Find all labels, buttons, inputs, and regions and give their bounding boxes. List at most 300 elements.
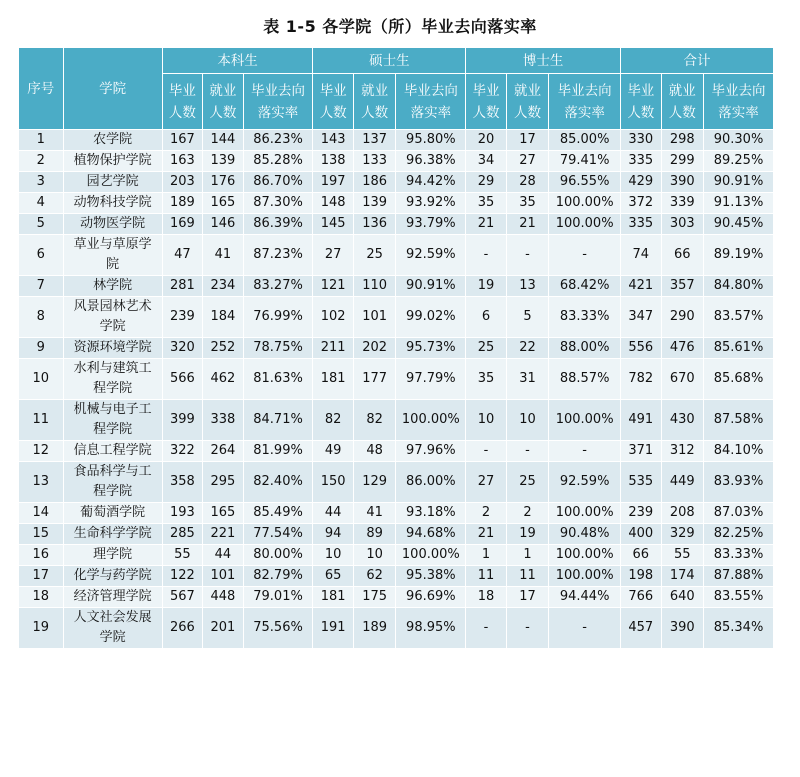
cell-doctor-rate: 90.48% bbox=[549, 524, 621, 545]
cell-master-graduates: 138 bbox=[313, 151, 353, 172]
cell-undergrad-rate: 76.99% bbox=[243, 297, 313, 338]
cell-doctor-rate: 100.00% bbox=[549, 566, 621, 587]
cell-undergrad-graduates: 163 bbox=[162, 151, 202, 172]
cell-total-rate: 84.80% bbox=[704, 276, 774, 297]
cell-undergrad-employed: 44 bbox=[203, 545, 243, 566]
cell-doctor-graduates: 18 bbox=[466, 587, 506, 608]
cell-college: 植物保护学院 bbox=[63, 151, 162, 172]
cell-total-rate: 85.34% bbox=[704, 608, 774, 649]
cell-undergrad-rate: 75.56% bbox=[243, 608, 313, 649]
cell-undergrad-rate: 86.23% bbox=[243, 130, 313, 151]
cell-total-employed: 339 bbox=[661, 193, 704, 214]
cell-undergrad-rate: 77.54% bbox=[243, 524, 313, 545]
cell-doctor-employed: - bbox=[506, 608, 549, 649]
cell-master-graduates: 102 bbox=[313, 297, 353, 338]
cell-college: 资源环境学院 bbox=[63, 338, 162, 359]
cell-master-employed: 25 bbox=[353, 235, 396, 276]
cell-total-employed: 390 bbox=[661, 608, 704, 649]
cell-undergrad-graduates: 55 bbox=[162, 545, 202, 566]
cell-total-rate: 85.68% bbox=[704, 359, 774, 400]
cell-doctor-employed: - bbox=[506, 235, 549, 276]
cell-undergrad-employed: 448 bbox=[203, 587, 243, 608]
cell-master-rate: 95.80% bbox=[396, 130, 466, 151]
cell-total-graduates: 491 bbox=[621, 400, 661, 441]
cell-doctor-rate: - bbox=[549, 608, 621, 649]
cell-college: 农学院 bbox=[63, 130, 162, 151]
cell-doctor-employed: 31 bbox=[506, 359, 549, 400]
cell-doctor-graduates: 35 bbox=[466, 193, 506, 214]
cell-doctor-graduates: 27 bbox=[466, 462, 506, 503]
cell-master-graduates: 65 bbox=[313, 566, 353, 587]
cell-undergrad-employed: 295 bbox=[203, 462, 243, 503]
cell-total-rate: 87.03% bbox=[704, 503, 774, 524]
cell-master-employed: 202 bbox=[353, 338, 396, 359]
cell-master-employed: 82 bbox=[353, 400, 396, 441]
cell-undergrad-graduates: 567 bbox=[162, 587, 202, 608]
subheader-doctor-employed: 就业 人数 bbox=[506, 74, 549, 130]
subheader-doctor-graduates: 毕业 人数 bbox=[466, 74, 506, 130]
cell-master-rate: 93.18% bbox=[396, 503, 466, 524]
cell-master-graduates: 181 bbox=[313, 587, 353, 608]
cell-undergrad-employed: 176 bbox=[203, 172, 243, 193]
cell-total-graduates: 347 bbox=[621, 297, 661, 338]
cell-total-graduates: 556 bbox=[621, 338, 661, 359]
table-row bbox=[19, 400, 774, 441]
cell-doctor-rate: - bbox=[549, 441, 621, 462]
cell-master-employed: 101 bbox=[353, 297, 396, 338]
cell-total-graduates: 335 bbox=[621, 214, 661, 235]
table-row bbox=[19, 462, 774, 503]
cell-total-employed: 303 bbox=[661, 214, 704, 235]
cell-doctor-graduates: 34 bbox=[466, 151, 506, 172]
cell-total-graduates: 239 bbox=[621, 503, 661, 524]
cell-doctor-employed: 21 bbox=[506, 214, 549, 235]
cell-doctor-rate: 68.42% bbox=[549, 276, 621, 297]
cell-total-employed: 66 bbox=[661, 235, 704, 276]
cell-master-employed: 136 bbox=[353, 214, 396, 235]
cell-college: 理学院 bbox=[63, 545, 162, 566]
cell-doctor-employed: 17 bbox=[506, 587, 549, 608]
cell-undergrad-rate: 87.30% bbox=[243, 193, 313, 214]
cell-seq: 6 bbox=[19, 235, 64, 276]
cell-undergrad-graduates: 320 bbox=[162, 338, 202, 359]
table-row bbox=[19, 235, 774, 276]
cell-undergrad-employed: 165 bbox=[203, 193, 243, 214]
cell-total-rate: 82.25% bbox=[704, 524, 774, 545]
cell-college: 机械与电子工程学院 bbox=[63, 400, 162, 441]
cell-doctor-rate: 100.00% bbox=[549, 545, 621, 566]
cell-doctor-rate: 85.00% bbox=[549, 130, 621, 151]
cell-seq: 3 bbox=[19, 172, 64, 193]
cell-master-rate: 96.38% bbox=[396, 151, 466, 172]
cell-college: 经济管理学院 bbox=[63, 587, 162, 608]
cell-master-rate: 96.69% bbox=[396, 587, 466, 608]
cell-undergrad-employed: 264 bbox=[203, 441, 243, 462]
table-row bbox=[19, 297, 774, 338]
cell-undergrad-rate: 79.01% bbox=[243, 587, 313, 608]
cell-undergrad-employed: 184 bbox=[203, 297, 243, 338]
cell-master-employed: 189 bbox=[353, 608, 396, 649]
cell-seq: 15 bbox=[19, 524, 64, 545]
cell-college: 动物医学院 bbox=[63, 214, 162, 235]
cell-undergrad-employed: 144 bbox=[203, 130, 243, 151]
cell-undergrad-employed: 201 bbox=[203, 608, 243, 649]
subheader-total-rate: 毕业去向 落实率 bbox=[704, 74, 774, 130]
cell-master-employed: 10 bbox=[353, 545, 396, 566]
cell-undergrad-employed: 165 bbox=[203, 503, 243, 524]
cell-seq: 17 bbox=[19, 566, 64, 587]
cell-doctor-employed: 35 bbox=[506, 193, 549, 214]
cell-total-rate: 87.58% bbox=[704, 400, 774, 441]
cell-master-employed: 177 bbox=[353, 359, 396, 400]
cell-seq: 19 bbox=[19, 608, 64, 649]
cell-doctor-employed: 5 bbox=[506, 297, 549, 338]
cell-total-rate: 90.30% bbox=[704, 130, 774, 151]
cell-doctor-rate: 100.00% bbox=[549, 400, 621, 441]
subheader-total-graduates: 毕业 人数 bbox=[621, 74, 661, 130]
cell-undergrad-employed: 139 bbox=[203, 151, 243, 172]
cell-total-rate: 90.45% bbox=[704, 214, 774, 235]
cell-total-employed: 476 bbox=[661, 338, 704, 359]
cell-total-employed: 208 bbox=[661, 503, 704, 524]
cell-undergrad-rate: 81.63% bbox=[243, 359, 313, 400]
cell-master-rate: 95.38% bbox=[396, 566, 466, 587]
cell-undergrad-employed: 101 bbox=[203, 566, 243, 587]
cell-total-graduates: 335 bbox=[621, 151, 661, 172]
cell-undergrad-rate: 86.70% bbox=[243, 172, 313, 193]
cell-master-employed: 48 bbox=[353, 441, 396, 462]
cell-college: 风景园林艺术学院 bbox=[63, 297, 162, 338]
subheader-master-rate: 毕业去向 落实率 bbox=[396, 74, 466, 130]
cell-master-rate: 97.79% bbox=[396, 359, 466, 400]
header-group-total: 合计 bbox=[621, 48, 774, 74]
cell-undergrad-rate: 85.49% bbox=[243, 503, 313, 524]
cell-undergrad-graduates: 358 bbox=[162, 462, 202, 503]
cell-doctor-rate: 83.33% bbox=[549, 297, 621, 338]
cell-undergrad-graduates: 566 bbox=[162, 359, 202, 400]
cell-master-employed: 133 bbox=[353, 151, 396, 172]
cell-undergrad-graduates: 322 bbox=[162, 441, 202, 462]
cell-doctor-employed: 1 bbox=[506, 545, 549, 566]
cell-undergrad-rate: 80.00% bbox=[243, 545, 313, 566]
cell-master-graduates: 181 bbox=[313, 359, 353, 400]
cell-undergrad-graduates: 189 bbox=[162, 193, 202, 214]
cell-doctor-rate: 100.00% bbox=[549, 503, 621, 524]
cell-master-rate: 100.00% bbox=[396, 545, 466, 566]
cell-doctor-employed: 27 bbox=[506, 151, 549, 172]
cell-undergrad-rate: 82.40% bbox=[243, 462, 313, 503]
cell-total-graduates: 74 bbox=[621, 235, 661, 276]
cell-undergrad-graduates: 266 bbox=[162, 608, 202, 649]
cell-seq: 1 bbox=[19, 130, 64, 151]
cell-master-graduates: 150 bbox=[313, 462, 353, 503]
cell-undergrad-rate: 86.39% bbox=[243, 214, 313, 235]
cell-doctor-rate: 79.41% bbox=[549, 151, 621, 172]
cell-total-rate: 90.91% bbox=[704, 172, 774, 193]
cell-undergrad-employed: 234 bbox=[203, 276, 243, 297]
table-row bbox=[19, 130, 774, 151]
table-row bbox=[19, 214, 774, 235]
cell-total-graduates: 400 bbox=[621, 524, 661, 545]
cell-doctor-rate: - bbox=[549, 235, 621, 276]
table-row bbox=[19, 193, 774, 214]
cell-doctor-rate: 88.00% bbox=[549, 338, 621, 359]
table-container bbox=[18, 47, 774, 649]
cell-doctor-employed: 28 bbox=[506, 172, 549, 193]
subheader-total-employed: 就业 人数 bbox=[661, 74, 704, 130]
cell-total-graduates: 782 bbox=[621, 359, 661, 400]
subheader-master-employed: 就业 人数 bbox=[353, 74, 396, 130]
cell-seq: 2 bbox=[19, 151, 64, 172]
cell-total-employed: 449 bbox=[661, 462, 704, 503]
cell-doctor-rate: 88.57% bbox=[549, 359, 621, 400]
cell-master-graduates: 145 bbox=[313, 214, 353, 235]
cell-master-rate: 94.68% bbox=[396, 524, 466, 545]
cell-seq: 4 bbox=[19, 193, 64, 214]
cell-undergrad-employed: 252 bbox=[203, 338, 243, 359]
cell-doctor-employed: 13 bbox=[506, 276, 549, 297]
cell-total-employed: 290 bbox=[661, 297, 704, 338]
cell-undergrad-graduates: 399 bbox=[162, 400, 202, 441]
table-row bbox=[19, 151, 774, 172]
cell-doctor-graduates: 6 bbox=[466, 297, 506, 338]
table-row bbox=[19, 172, 774, 193]
cell-total-rate: 89.25% bbox=[704, 151, 774, 172]
cell-doctor-graduates: - bbox=[466, 235, 506, 276]
cell-total-employed: 640 bbox=[661, 587, 704, 608]
cell-seq: 13 bbox=[19, 462, 64, 503]
cell-doctor-employed: 11 bbox=[506, 566, 549, 587]
cell-doctor-graduates: 10 bbox=[466, 400, 506, 441]
cell-undergrad-graduates: 239 bbox=[162, 297, 202, 338]
cell-college: 水利与建筑工程学院 bbox=[63, 359, 162, 400]
cell-master-rate: 97.96% bbox=[396, 441, 466, 462]
cell-total-rate: 91.13% bbox=[704, 193, 774, 214]
cell-undergrad-graduates: 281 bbox=[162, 276, 202, 297]
table-row bbox=[19, 441, 774, 462]
cell-undergrad-rate: 82.79% bbox=[243, 566, 313, 587]
cell-doctor-graduates: 2 bbox=[466, 503, 506, 524]
table-row bbox=[19, 524, 774, 545]
cell-seq: 18 bbox=[19, 587, 64, 608]
subheader-undergrad-employed: 就业 人数 bbox=[203, 74, 243, 130]
table-title: 表 1-5 各学院（所）毕业去向落实率 bbox=[263, 17, 537, 36]
cell-undergrad-graduates: 122 bbox=[162, 566, 202, 587]
cell-college: 信息工程学院 bbox=[63, 441, 162, 462]
cell-total-graduates: 421 bbox=[621, 276, 661, 297]
cell-master-rate: 100.00% bbox=[396, 400, 466, 441]
cell-seq: 10 bbox=[19, 359, 64, 400]
cell-total-employed: 299 bbox=[661, 151, 704, 172]
cell-master-employed: 41 bbox=[353, 503, 396, 524]
cell-undergrad-employed: 462 bbox=[203, 359, 243, 400]
header-seq: 序号 bbox=[19, 48, 64, 130]
cell-college: 化学与药学院 bbox=[63, 566, 162, 587]
cell-doctor-graduates: 20 bbox=[466, 130, 506, 151]
cell-undergrad-employed: 338 bbox=[203, 400, 243, 441]
cell-doctor-employed: 25 bbox=[506, 462, 549, 503]
cell-total-employed: 670 bbox=[661, 359, 704, 400]
cell-master-graduates: 148 bbox=[313, 193, 353, 214]
cell-master-employed: 139 bbox=[353, 193, 396, 214]
table-row bbox=[19, 566, 774, 587]
cell-doctor-graduates: 19 bbox=[466, 276, 506, 297]
cell-undergrad-graduates: 193 bbox=[162, 503, 202, 524]
table-row bbox=[19, 545, 774, 566]
cell-total-employed: 298 bbox=[661, 130, 704, 151]
cell-doctor-rate: 96.55% bbox=[549, 172, 621, 193]
header-group-undergrad: 本科生 bbox=[162, 48, 313, 74]
cell-doctor-graduates: 1 bbox=[466, 545, 506, 566]
cell-master-rate: 92.59% bbox=[396, 235, 466, 276]
cell-college: 林学院 bbox=[63, 276, 162, 297]
cell-master-employed: 137 bbox=[353, 130, 396, 151]
cell-college: 生命科学学院 bbox=[63, 524, 162, 545]
table-row bbox=[19, 608, 774, 649]
cell-college: 动物科技学院 bbox=[63, 193, 162, 214]
cell-doctor-graduates: 21 bbox=[466, 214, 506, 235]
cell-total-graduates: 457 bbox=[621, 608, 661, 649]
cell-doctor-graduates: 29 bbox=[466, 172, 506, 193]
cell-master-rate: 98.95% bbox=[396, 608, 466, 649]
cell-undergrad-graduates: 167 bbox=[162, 130, 202, 151]
header-college: 学院 bbox=[63, 48, 162, 130]
cell-master-employed: 62 bbox=[353, 566, 396, 587]
cell-master-graduates: 211 bbox=[313, 338, 353, 359]
cell-doctor-employed: - bbox=[506, 441, 549, 462]
cell-doctor-graduates: - bbox=[466, 441, 506, 462]
table-row bbox=[19, 276, 774, 297]
cell-master-graduates: 197 bbox=[313, 172, 353, 193]
cell-undergrad-employed: 221 bbox=[203, 524, 243, 545]
cell-undergrad-rate: 78.75% bbox=[243, 338, 313, 359]
cell-total-employed: 312 bbox=[661, 441, 704, 462]
graduation-table bbox=[18, 47, 774, 649]
subheader-undergrad-rate: 毕业去向 落实率 bbox=[243, 74, 313, 130]
cell-total-rate: 84.10% bbox=[704, 441, 774, 462]
cell-master-employed: 89 bbox=[353, 524, 396, 545]
cell-doctor-graduates: 11 bbox=[466, 566, 506, 587]
cell-master-rate: 95.73% bbox=[396, 338, 466, 359]
cell-undergrad-rate: 87.23% bbox=[243, 235, 313, 276]
cell-undergrad-graduates: 285 bbox=[162, 524, 202, 545]
cell-seq: 5 bbox=[19, 214, 64, 235]
cell-undergrad-rate: 81.99% bbox=[243, 441, 313, 462]
cell-total-rate: 83.57% bbox=[704, 297, 774, 338]
cell-total-rate: 85.61% bbox=[704, 338, 774, 359]
subheader-doctor-rate: 毕业去向 落实率 bbox=[549, 74, 621, 130]
cell-total-rate: 83.93% bbox=[704, 462, 774, 503]
cell-college: 草业与草原学院 bbox=[63, 235, 162, 276]
cell-master-employed: 129 bbox=[353, 462, 396, 503]
cell-master-rate: 90.91% bbox=[396, 276, 466, 297]
cell-college: 园艺学院 bbox=[63, 172, 162, 193]
header-group-master: 硕士生 bbox=[313, 48, 466, 74]
cell-master-graduates: 44 bbox=[313, 503, 353, 524]
cell-undergrad-graduates: 203 bbox=[162, 172, 202, 193]
subheader-master-graduates: 毕业 人数 bbox=[313, 74, 353, 130]
cell-doctor-graduates: 21 bbox=[466, 524, 506, 545]
cell-doctor-graduates: - bbox=[466, 608, 506, 649]
cell-master-rate: 99.02% bbox=[396, 297, 466, 338]
table-row bbox=[19, 587, 774, 608]
cell-seq: 12 bbox=[19, 441, 64, 462]
cell-seq: 9 bbox=[19, 338, 64, 359]
cell-total-graduates: 198 bbox=[621, 566, 661, 587]
cell-undergrad-employed: 41 bbox=[203, 235, 243, 276]
cell-master-graduates: 121 bbox=[313, 276, 353, 297]
cell-total-graduates: 371 bbox=[621, 441, 661, 462]
cell-master-rate: 93.92% bbox=[396, 193, 466, 214]
cell-doctor-graduates: 35 bbox=[466, 359, 506, 400]
cell-undergrad-rate: 84.71% bbox=[243, 400, 313, 441]
cell-total-employed: 390 bbox=[661, 172, 704, 193]
cell-master-employed: 186 bbox=[353, 172, 396, 193]
cell-master-rate: 93.79% bbox=[396, 214, 466, 235]
cell-doctor-employed: 17 bbox=[506, 130, 549, 151]
cell-undergrad-rate: 85.28% bbox=[243, 151, 313, 172]
cell-master-graduates: 82 bbox=[313, 400, 353, 441]
cell-master-employed: 175 bbox=[353, 587, 396, 608]
cell-master-rate: 86.00% bbox=[396, 462, 466, 503]
cell-total-employed: 174 bbox=[661, 566, 704, 587]
cell-master-graduates: 10 bbox=[313, 545, 353, 566]
cell-undergrad-rate: 83.27% bbox=[243, 276, 313, 297]
cell-master-graduates: 49 bbox=[313, 441, 353, 462]
cell-total-graduates: 330 bbox=[621, 130, 661, 151]
cell-total-employed: 329 bbox=[661, 524, 704, 545]
cell-doctor-rate: 94.44% bbox=[549, 587, 621, 608]
cell-undergrad-graduates: 47 bbox=[162, 235, 202, 276]
cell-doctor-rate: 92.59% bbox=[549, 462, 621, 503]
cell-total-rate: 89.19% bbox=[704, 235, 774, 276]
cell-doctor-employed: 2 bbox=[506, 503, 549, 524]
table-row bbox=[19, 338, 774, 359]
cell-total-rate: 83.33% bbox=[704, 545, 774, 566]
cell-seq: 7 bbox=[19, 276, 64, 297]
cell-total-employed: 430 bbox=[661, 400, 704, 441]
cell-master-rate: 94.42% bbox=[396, 172, 466, 193]
header-group-doctor: 博士生 bbox=[466, 48, 621, 74]
cell-doctor-rate: 100.00% bbox=[549, 193, 621, 214]
subheader-undergrad-graduates: 毕业 人数 bbox=[162, 74, 202, 130]
cell-seq: 11 bbox=[19, 400, 64, 441]
cell-master-graduates: 191 bbox=[313, 608, 353, 649]
cell-doctor-employed: 19 bbox=[506, 524, 549, 545]
cell-undergrad-employed: 146 bbox=[203, 214, 243, 235]
cell-college: 人文社会发展学院 bbox=[63, 608, 162, 649]
cell-master-employed: 110 bbox=[353, 276, 396, 297]
cell-total-employed: 357 bbox=[661, 276, 704, 297]
cell-total-employed: 55 bbox=[661, 545, 704, 566]
cell-master-graduates: 27 bbox=[313, 235, 353, 276]
cell-total-graduates: 66 bbox=[621, 545, 661, 566]
cell-college: 葡萄酒学院 bbox=[63, 503, 162, 524]
cell-total-graduates: 372 bbox=[621, 193, 661, 214]
table-row bbox=[19, 359, 774, 400]
cell-doctor-employed: 22 bbox=[506, 338, 549, 359]
cell-undergrad-graduates: 169 bbox=[162, 214, 202, 235]
cell-master-graduates: 94 bbox=[313, 524, 353, 545]
cell-seq: 16 bbox=[19, 545, 64, 566]
cell-doctor-graduates: 25 bbox=[466, 338, 506, 359]
cell-doctor-rate: 100.00% bbox=[549, 214, 621, 235]
cell-master-graduates: 143 bbox=[313, 130, 353, 151]
cell-doctor-employed: 10 bbox=[506, 400, 549, 441]
table-row bbox=[19, 503, 774, 524]
cell-college: 食品科学与工程学院 bbox=[63, 462, 162, 503]
cell-total-rate: 83.55% bbox=[704, 587, 774, 608]
